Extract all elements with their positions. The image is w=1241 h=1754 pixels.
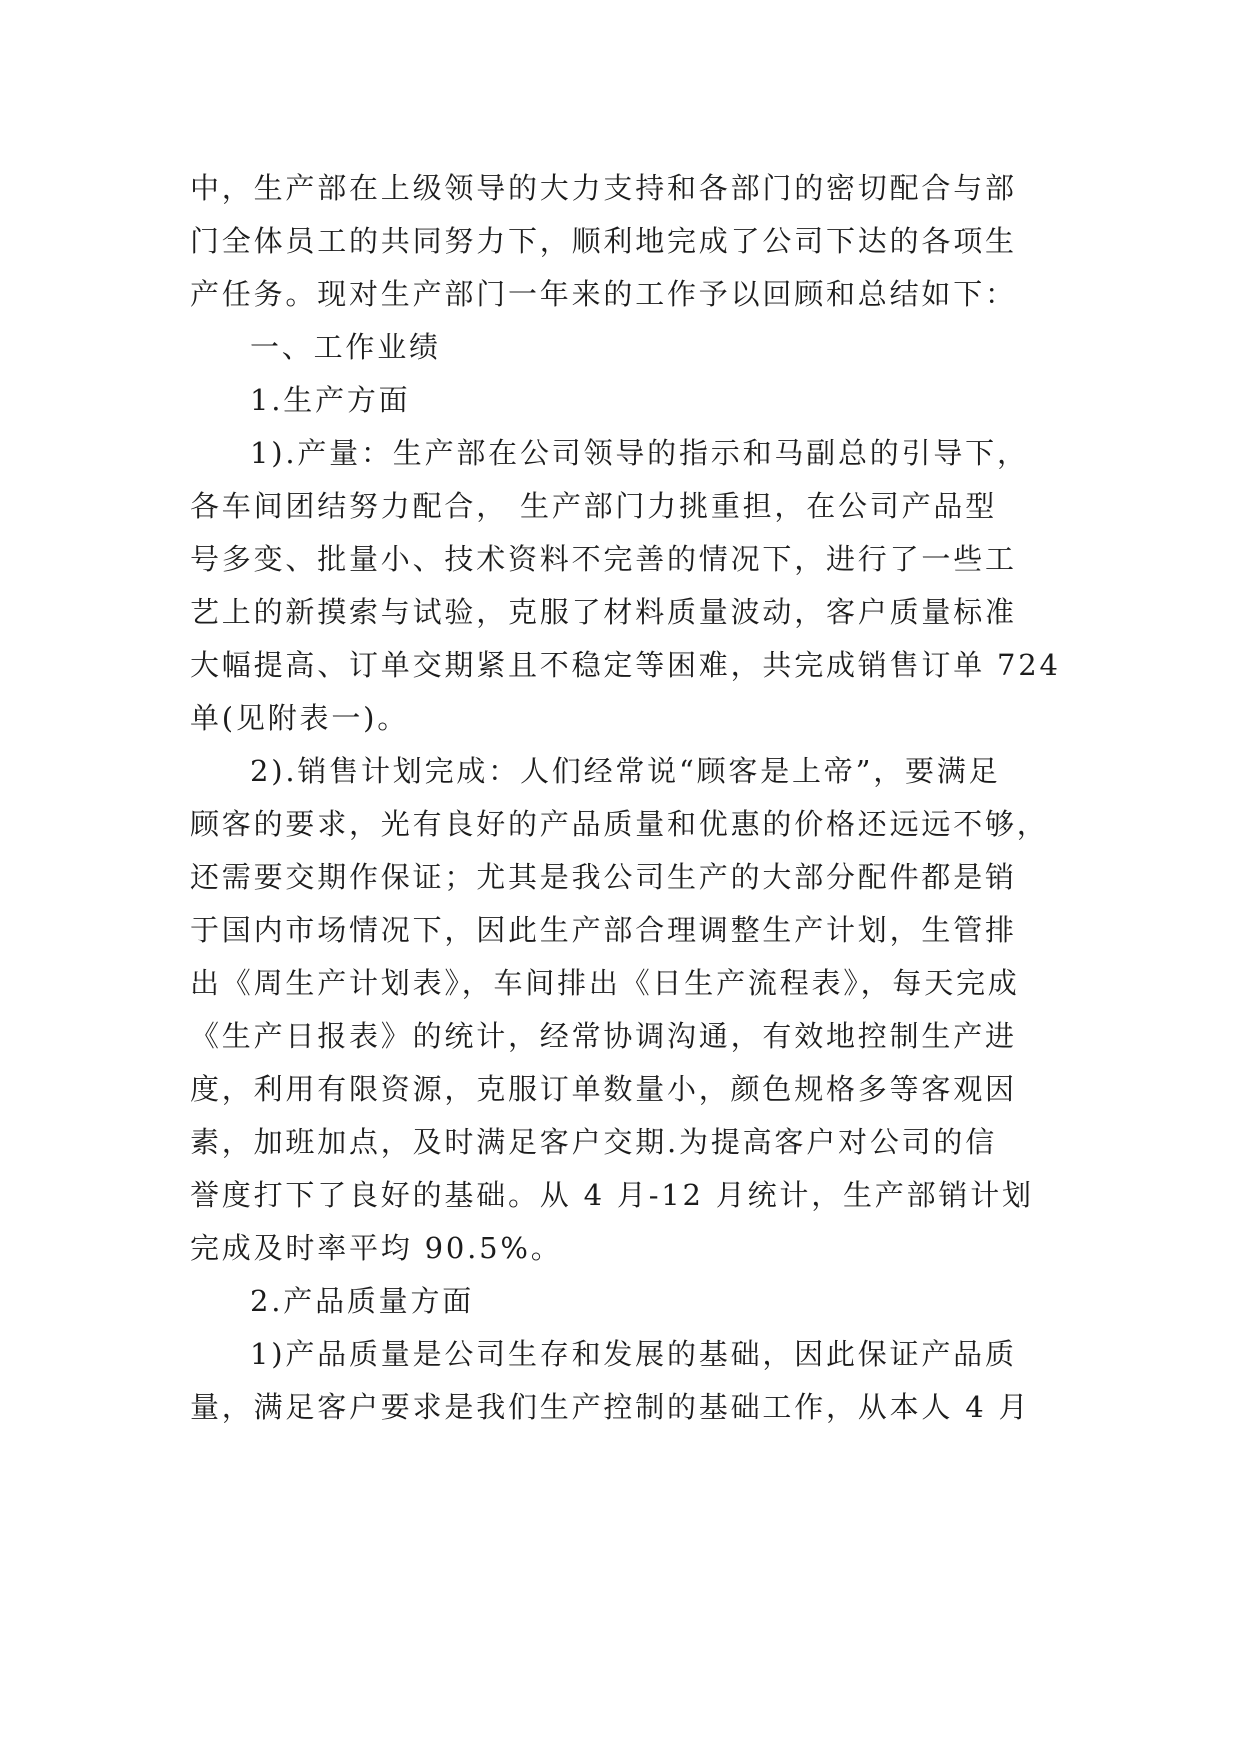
text-line: 产任务。现对生产部门一年来的工作予以回顾和总结如下： bbox=[190, 277, 1017, 311]
text-line: 于国内市场情况下，因此生产部合理调整生产计划，生管排 bbox=[190, 913, 1017, 947]
text-line: 完成及时率平均 90.5%。 bbox=[190, 1231, 563, 1265]
text-line: 中，生产部在上级领导的大力支持和各部门的密切配合与部 bbox=[190, 171, 1017, 205]
text-line: 各车间团结努力配合， 生产部门力挑重担，在公司产品型 bbox=[190, 489, 998, 523]
text-line: 誉度打下了良好的基础。从 4 月-12 月统计，生产部销计划 bbox=[190, 1178, 1034, 1212]
text-line: 1)产品质量是公司生存和发展的基础，因此保证产品质 bbox=[250, 1337, 1017, 1371]
text-line: 艺上的新摸索与试验，克服了材料质量波动，客户质量标准 bbox=[190, 595, 1017, 629]
text-line: 顾客的要求，光有良好的产品质量和优惠的价格还远远不够， bbox=[190, 807, 1049, 841]
text-line: 号多变、批量小、技术资料不完善的情况下，进行了一些工 bbox=[190, 542, 1017, 576]
subsection-heading: 2.产品质量方面 bbox=[250, 1284, 475, 1318]
text-line: 《生产日报表》的统计，经常协调沟通，有效地控制生产进 bbox=[190, 1019, 1017, 1053]
text-line: 1).产量：生产部在公司领导的指示和马副总的引导下， bbox=[250, 436, 1029, 470]
text-line: 素，加班加点，及时满足客户交期.为提高客户对公司的信 bbox=[190, 1125, 998, 1159]
text-line: 门全体员工的共同努力下，顺利地完成了公司下达的各项生 bbox=[190, 224, 1017, 258]
text-line: 量，满足客户要求是我们生产控制的基础工作，从本人 4 月 bbox=[190, 1390, 1031, 1424]
text-line: 2).销售计划完成：人们经常说“顾客是上帝”，要满足 bbox=[250, 754, 1001, 788]
subsection-heading: 1.生产方面 bbox=[250, 383, 411, 417]
text-line: 还需要交期作保证；尤其是我公司生产的大部分配件都是销 bbox=[190, 860, 1017, 894]
text-line: 出《周生产计划表》，车间排出《日生产流程表》，每天完成 bbox=[190, 966, 1020, 1000]
text-line: 大幅提高、订单交期紧且不稳定等困难，共完成销售订单 724 bbox=[190, 648, 1061, 682]
text-line: 度，利用有限资源，克服订单数量小，颜色规格多等客观因 bbox=[190, 1072, 1017, 1106]
section-heading: 一、工作业绩 bbox=[250, 330, 441, 364]
text-line: 单(见附表一)。 bbox=[190, 701, 410, 735]
